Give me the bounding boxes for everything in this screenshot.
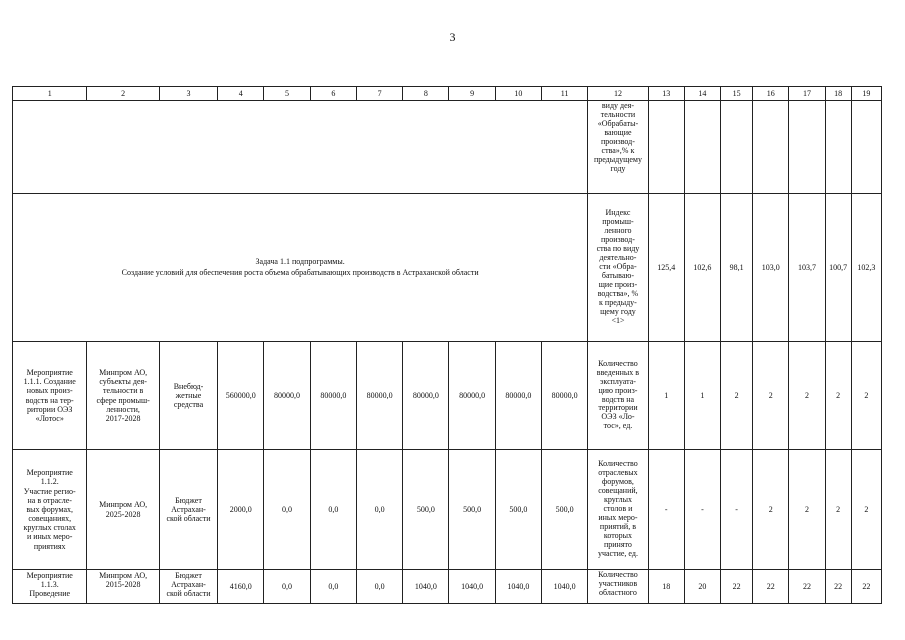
column-header: 7	[356, 87, 402, 101]
event-cell: Мероприятие 1.1.3. Проведение	[13, 570, 87, 604]
amount-cell: 0,0	[356, 570, 402, 604]
amount-cell: 0,0	[264, 570, 310, 604]
column-header: 1	[13, 87, 87, 101]
value-cell	[721, 101, 753, 194]
task-subtitle: Создание условий для обеспечения роста объема обрабатывающих производств в Астраханской области	[121, 267, 479, 277]
column-number-row	[13, 87, 882, 101]
table-row	[13, 570, 882, 604]
value-cell: 103,0	[753, 194, 789, 342]
indicator-cell: Количество отраслевых форумов, совещаний, круглых столов и иных меро- приятий, в которых принято участие, ед.	[588, 450, 648, 570]
value-cell: 100,7	[825, 194, 851, 342]
value-cell: 98,1	[721, 194, 753, 342]
column-header: 15	[721, 87, 753, 101]
amount-cell: 80000,0	[264, 342, 310, 450]
column-header: 12	[588, 87, 648, 101]
value-cell: 2	[789, 450, 825, 570]
amount-cell: 500,0	[403, 450, 449, 570]
value-cell: 2	[851, 342, 881, 450]
value-cell: 2	[825, 342, 851, 450]
amount-cell: 0,0	[310, 570, 356, 604]
amount-cell: 1040,0	[495, 570, 541, 604]
value-cell: 22	[753, 570, 789, 604]
amount-cell: 0,0	[264, 450, 310, 570]
amount-cell: 500,0	[542, 450, 588, 570]
value-cell: 2	[753, 450, 789, 570]
value-cell: 102,3	[851, 194, 881, 342]
value-cell: 22	[825, 570, 851, 604]
table-row	[13, 342, 882, 450]
value-cell	[753, 101, 789, 194]
amount-cell: 80000,0	[310, 342, 356, 450]
column-header: 10	[495, 87, 541, 101]
value-cell: 22	[851, 570, 881, 604]
column-header: 4	[218, 87, 264, 101]
source-cell: Бюджет Астрахан- ской области	[159, 450, 217, 570]
value-cell: 2	[825, 450, 851, 570]
amount-cell: 500,0	[495, 450, 541, 570]
value-cell: 18	[648, 570, 684, 604]
value-cell: -	[721, 450, 753, 570]
value-cell: 20	[684, 570, 720, 604]
column-header: 5	[264, 87, 310, 101]
column-header: 6	[310, 87, 356, 101]
executor-cell: Минпром АО, 2025-2028	[87, 450, 159, 570]
amount-cell: 80000,0	[356, 342, 402, 450]
value-cell: 2	[753, 342, 789, 450]
amount-cell: 0,0	[310, 450, 356, 570]
value-cell: -	[684, 450, 720, 570]
value-cell: 102,6	[684, 194, 720, 342]
amount-cell: 560000,0	[218, 342, 264, 450]
value-cell	[851, 101, 881, 194]
amount-cell: 4160,0	[218, 570, 264, 604]
value-cell	[825, 101, 851, 194]
amount-cell: 80000,0	[542, 342, 588, 450]
task-row	[13, 194, 882, 342]
indicator-cell: Количество участников областного	[588, 570, 648, 604]
executor-cell: Минпром АО, субъекты дея- тельности в сфере промыш- ленности, 2017-2028	[87, 342, 159, 450]
continuation-row	[13, 101, 882, 194]
table-row	[13, 450, 882, 570]
empty-span-cell	[13, 101, 588, 194]
value-cell	[789, 101, 825, 194]
indicator-cell: виду дея- тельности «Обрабаты- вающие производ- ства»,% к предыдущему году	[588, 101, 648, 194]
column-header: 11	[542, 87, 588, 101]
amount-cell: 1040,0	[449, 570, 495, 604]
event-cell: Мероприятие 1.1.1. Создание новых произ- водств на тер- ритории ОЭЗ «Лотос»	[13, 342, 87, 450]
amount-cell: 80000,0	[449, 342, 495, 450]
value-cell: -	[648, 450, 684, 570]
amount-cell: 500,0	[449, 450, 495, 570]
indicator-cell: Индекс промыш- ленного производ- ства по виду деятельно- сти «Обра- батываю- щие произ- водства», % к предыду- щему году <1>	[588, 194, 648, 342]
value-cell: 2	[851, 450, 881, 570]
column-header: 17	[789, 87, 825, 101]
source-cell: Внебюд- жетные средства	[159, 342, 217, 450]
value-cell: 22	[789, 570, 825, 604]
column-header: 18	[825, 87, 851, 101]
value-cell: 125,4	[648, 194, 684, 342]
column-header: 16	[753, 87, 789, 101]
amount-cell: 80000,0	[403, 342, 449, 450]
event-cell: Мероприятие 1.1.2. Участие регио- на в отрасле- вых форумах, совещаниях, круглых столах и иных меро- приятиях	[13, 450, 87, 570]
amount-cell: 2000,0	[218, 450, 264, 570]
program-table	[12, 86, 882, 604]
column-header: 3	[159, 87, 217, 101]
task-heading-cell	[13, 194, 588, 342]
column-header: 8	[403, 87, 449, 101]
amount-cell: 1040,0	[403, 570, 449, 604]
executor-cell: Минпром АО, 2015-2028	[87, 570, 159, 604]
value-cell: 22	[721, 570, 753, 604]
value-cell: 2	[721, 342, 753, 450]
amount-cell: 1040,0	[542, 570, 588, 604]
column-header: 2	[87, 87, 159, 101]
amount-cell: 0,0	[356, 450, 402, 570]
column-header: 13	[648, 87, 684, 101]
value-cell: 1	[684, 342, 720, 450]
page-number: 3	[449, 30, 456, 44]
source-cell: Бюджет Астрахан- ской области	[159, 570, 217, 604]
value-cell	[648, 101, 684, 194]
task-title: Задача 1.1 подпрограммы.	[255, 256, 345, 266]
value-cell: 103,7	[789, 194, 825, 342]
indicator-cell: Количество введенных в эксплуата- цию произ- водств на территории ОЭЗ «Ло- тос», ед.	[588, 342, 648, 450]
value-cell: 2	[789, 342, 825, 450]
column-header: 19	[851, 87, 881, 101]
value-cell	[684, 101, 720, 194]
value-cell: 1	[648, 342, 684, 450]
column-header: 9	[449, 87, 495, 101]
column-header: 14	[684, 87, 720, 101]
amount-cell: 80000,0	[495, 342, 541, 450]
